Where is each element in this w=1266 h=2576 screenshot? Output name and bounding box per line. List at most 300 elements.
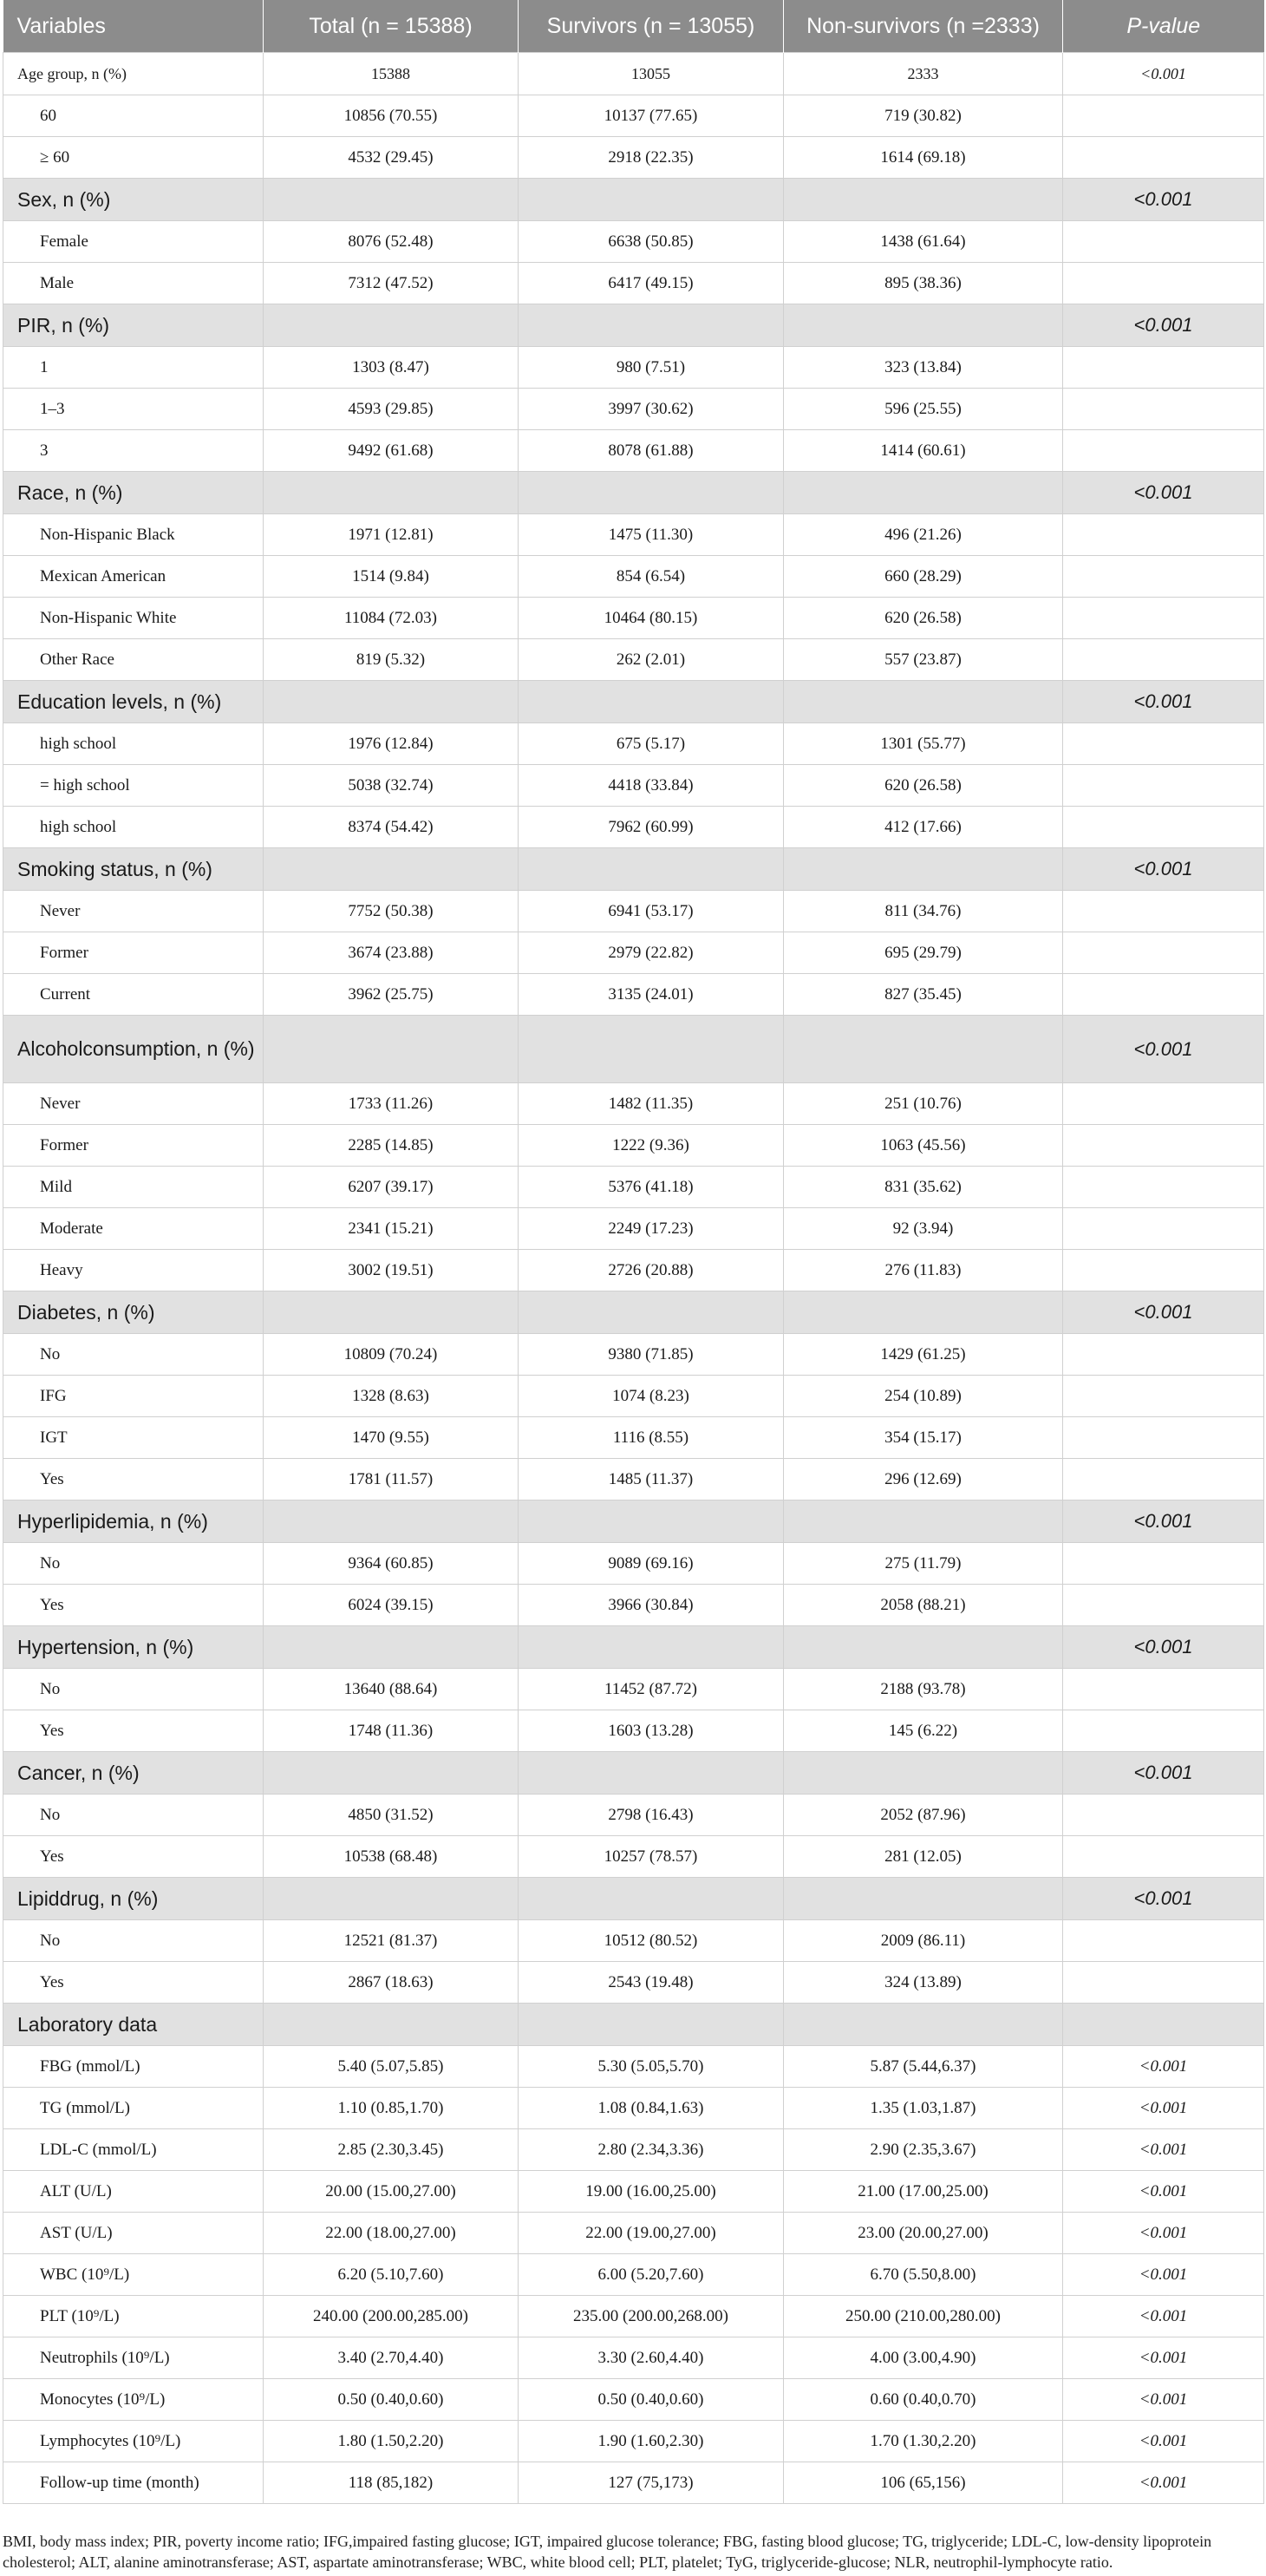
cell-non-survivors: 412 (17.66) bbox=[784, 807, 1063, 848]
cell-total bbox=[264, 2004, 519, 2046]
cell-p-value bbox=[1063, 1543, 1264, 1585]
cell-p-value bbox=[1063, 263, 1264, 304]
cell-survivors bbox=[519, 681, 784, 723]
cell-total: 8374 (54.42) bbox=[264, 807, 519, 848]
table-row bbox=[3, 932, 1264, 974]
cell-survivors bbox=[519, 1626, 784, 1669]
table-row bbox=[3, 1376, 1264, 1417]
row-label: Yes bbox=[3, 1836, 264, 1878]
table-row bbox=[3, 2213, 1264, 2254]
table-row bbox=[3, 95, 1264, 137]
cell-p-value bbox=[1063, 1376, 1264, 1417]
row-label: 60 bbox=[3, 95, 264, 137]
row-label: Yes bbox=[3, 1459, 264, 1500]
cell-non-survivors: 0.60 (0.40,0.70) bbox=[784, 2379, 1063, 2421]
cell-non-survivors: 719 (30.82) bbox=[784, 95, 1063, 137]
row-label: Alcoholconsumption, n (%) bbox=[3, 1016, 264, 1083]
cell-total: 2285 (14.85) bbox=[264, 1125, 519, 1167]
row-label: AST (U/L) bbox=[3, 2213, 264, 2254]
cell-non-survivors: 660 (28.29) bbox=[784, 556, 1063, 598]
cell-non-survivors: 254 (10.89) bbox=[784, 1376, 1063, 1417]
cell-survivors: 10512 (80.52) bbox=[519, 1920, 784, 1962]
table-row bbox=[3, 2046, 1264, 2088]
cell-survivors: 5376 (41.18) bbox=[519, 1167, 784, 1208]
cell-total: 2867 (18.63) bbox=[264, 1962, 519, 2004]
cell-p-value: <0.001 bbox=[1063, 2088, 1264, 2129]
table-row bbox=[3, 1417, 1264, 1459]
table-row bbox=[3, 1795, 1264, 1836]
row-label: Lipiddrug, n (%) bbox=[3, 1878, 264, 1920]
cell-p-value: <0.001 bbox=[1063, 2129, 1264, 2171]
row-label: ALT (U/L) bbox=[3, 2171, 264, 2213]
cell-survivors: 1.08 (0.84,1.63) bbox=[519, 2088, 784, 2129]
cell-non-survivors: 1414 (60.61) bbox=[784, 430, 1063, 472]
cell-p-value: <0.001 bbox=[1063, 1626, 1264, 1669]
cell-non-survivors bbox=[784, 179, 1063, 221]
cell-non-survivors: 620 (26.58) bbox=[784, 598, 1063, 639]
cell-total: 0.50 (0.40,0.60) bbox=[264, 2379, 519, 2421]
cell-total: 12521 (81.37) bbox=[264, 1920, 519, 1962]
cell-p-value bbox=[1063, 1083, 1264, 1125]
cell-total bbox=[264, 472, 519, 514]
table-row bbox=[3, 598, 1264, 639]
cell-non-survivors: 2188 (93.78) bbox=[784, 1669, 1063, 1710]
cell-survivors: 1074 (8.23) bbox=[519, 1376, 784, 1417]
table-row bbox=[3, 2171, 1264, 2213]
row-label: Age group, n (%) bbox=[3, 53, 264, 95]
cell-non-survivors: 296 (12.69) bbox=[784, 1459, 1063, 1500]
cell-non-survivors: 324 (13.89) bbox=[784, 1962, 1063, 2004]
cell-survivors: 675 (5.17) bbox=[519, 723, 784, 765]
cell-total: 1.10 (0.85,1.70) bbox=[264, 2088, 519, 2129]
cell-total: 118 (85,182) bbox=[264, 2462, 519, 2504]
row-label: PIR, n (%) bbox=[3, 304, 264, 347]
cell-p-value bbox=[1063, 765, 1264, 807]
cell-non-survivors: 281 (12.05) bbox=[784, 1836, 1063, 1878]
cell-survivors: 6941 (53.17) bbox=[519, 891, 784, 932]
row-label: 3 bbox=[3, 430, 264, 472]
row-label: Current bbox=[3, 974, 264, 1016]
cell-total: 4532 (29.45) bbox=[264, 137, 519, 179]
cell-total bbox=[264, 1626, 519, 1669]
table-row bbox=[3, 1543, 1264, 1585]
table-row bbox=[3, 1208, 1264, 1250]
row-label: TG (mmol/L) bbox=[3, 2088, 264, 2129]
cell-total: 819 (5.32) bbox=[264, 639, 519, 681]
cell-p-value: <0.001 bbox=[1063, 2254, 1264, 2296]
table-row bbox=[3, 1669, 1264, 1710]
cell-survivors: 1475 (11.30) bbox=[519, 514, 784, 556]
cell-non-survivors: 811 (34.76) bbox=[784, 891, 1063, 932]
cell-p-value bbox=[1063, 347, 1264, 389]
cell-p-value bbox=[1063, 1585, 1264, 1626]
cell-non-survivors: 145 (6.22) bbox=[784, 1710, 1063, 1752]
section-header-row bbox=[3, 1878, 1264, 1920]
cell-p-value bbox=[1063, 1836, 1264, 1878]
table-row bbox=[3, 347, 1264, 389]
cell-p-value bbox=[1063, 891, 1264, 932]
cell-non-survivors: 2052 (87.96) bbox=[784, 1795, 1063, 1836]
table-row bbox=[3, 2462, 1264, 2504]
cell-total bbox=[264, 304, 519, 347]
cell-survivors: 5.30 (5.05,5.70) bbox=[519, 2046, 784, 2088]
row-label: 1 bbox=[3, 347, 264, 389]
cell-p-value bbox=[1063, 1459, 1264, 1500]
cell-survivors bbox=[519, 1500, 784, 1543]
cell-p-value bbox=[1063, 1710, 1264, 1752]
cell-p-value bbox=[1063, 1417, 1264, 1459]
cell-total: 6024 (39.15) bbox=[264, 1585, 519, 1626]
cell-non-survivors: 831 (35.62) bbox=[784, 1167, 1063, 1208]
row-label: Male bbox=[3, 263, 264, 304]
row-label: Education levels, n (%) bbox=[3, 681, 264, 723]
cell-non-survivors bbox=[784, 1626, 1063, 1669]
cell-survivors: 10137 (77.65) bbox=[519, 95, 784, 137]
cell-non-survivors: 2333 bbox=[784, 53, 1063, 95]
table-row bbox=[3, 2129, 1264, 2171]
row-label: Moderate bbox=[3, 1208, 264, 1250]
cell-total: 1328 (8.63) bbox=[264, 1376, 519, 1417]
cell-survivors: 3135 (24.01) bbox=[519, 974, 784, 1016]
row-label: PLT (10⁹/L) bbox=[3, 2296, 264, 2337]
cell-survivors: 2.80 (2.34,3.36) bbox=[519, 2129, 784, 2171]
cell-total: 11084 (72.03) bbox=[264, 598, 519, 639]
section-header-row bbox=[3, 2004, 1264, 2046]
cell-non-survivors: 1063 (45.56) bbox=[784, 1125, 1063, 1167]
row-label: No bbox=[3, 1795, 264, 1836]
cell-total bbox=[264, 681, 519, 723]
cell-total: 10538 (68.48) bbox=[264, 1836, 519, 1878]
cell-non-survivors: 21.00 (17.00,25.00) bbox=[784, 2171, 1063, 2213]
row-label: Other Race bbox=[3, 639, 264, 681]
cell-total bbox=[264, 1752, 519, 1795]
cell-non-survivors: 620 (26.58) bbox=[784, 765, 1063, 807]
cell-survivors: 11452 (87.72) bbox=[519, 1669, 784, 1710]
cell-survivors: 0.50 (0.40,0.60) bbox=[519, 2379, 784, 2421]
row-label: Smoking status, n (%) bbox=[3, 848, 264, 891]
cell-survivors bbox=[519, 179, 784, 221]
cell-p-value: <0.001 bbox=[1063, 1752, 1264, 1795]
row-label: Yes bbox=[3, 1585, 264, 1626]
cell-p-value: <0.001 bbox=[1063, 472, 1264, 514]
row-label: Never bbox=[3, 891, 264, 932]
cell-survivors: 7962 (60.99) bbox=[519, 807, 784, 848]
row-label: Hyperlipidemia, n (%) bbox=[3, 1500, 264, 1543]
table-row bbox=[3, 891, 1264, 932]
cell-survivors: 10464 (80.15) bbox=[519, 598, 784, 639]
cell-survivors: 127 (75,173) bbox=[519, 2462, 784, 2504]
table-row bbox=[3, 1167, 1264, 1208]
cell-p-value bbox=[1063, 2004, 1264, 2046]
cell-p-value bbox=[1063, 1962, 1264, 2004]
cell-survivors: 2543 (19.48) bbox=[519, 1962, 784, 2004]
cell-total: 3.40 (2.70,4.40) bbox=[264, 2337, 519, 2379]
cell-total: 6.20 (5.10,7.60) bbox=[264, 2254, 519, 2296]
cell-total: 22.00 (18.00,27.00) bbox=[264, 2213, 519, 2254]
cell-p-value: <0.001 bbox=[1063, 2046, 1264, 2088]
cell-survivors: 3.30 (2.60,4.40) bbox=[519, 2337, 784, 2379]
cell-survivors: 1482 (11.35) bbox=[519, 1083, 784, 1125]
cell-p-value bbox=[1063, 932, 1264, 974]
cell-p-value bbox=[1063, 1334, 1264, 1376]
cell-non-survivors: 496 (21.26) bbox=[784, 514, 1063, 556]
cell-survivors: 3997 (30.62) bbox=[519, 389, 784, 430]
cell-total: 7752 (50.38) bbox=[264, 891, 519, 932]
row-label: FBG (mmol/L) bbox=[3, 2046, 264, 2088]
row-label: Sex, n (%) bbox=[3, 179, 264, 221]
cell-survivors: 2798 (16.43) bbox=[519, 1795, 784, 1836]
section-header-row bbox=[3, 681, 1264, 723]
table-body bbox=[3, 53, 1264, 2504]
cell-survivors bbox=[519, 1291, 784, 1334]
cell-non-survivors: 354 (15.17) bbox=[784, 1417, 1063, 1459]
cell-p-value bbox=[1063, 1125, 1264, 1167]
table-row bbox=[3, 2379, 1264, 2421]
table-row bbox=[3, 2254, 1264, 2296]
table-row bbox=[3, 974, 1264, 1016]
section-header-row bbox=[3, 848, 1264, 891]
table-row bbox=[3, 2088, 1264, 2129]
cell-p-value: <0.001 bbox=[1063, 53, 1264, 95]
cell-p-value: <0.001 bbox=[1063, 681, 1264, 723]
row-label: Former bbox=[3, 932, 264, 974]
cell-survivors bbox=[519, 304, 784, 347]
section-header-row bbox=[3, 472, 1264, 514]
cell-total: 3962 (25.75) bbox=[264, 974, 519, 1016]
cell-survivors bbox=[519, 1752, 784, 1795]
cell-total bbox=[264, 1500, 519, 1543]
cell-survivors: 6417 (49.15) bbox=[519, 263, 784, 304]
row-label: Female bbox=[3, 221, 264, 263]
row-label: WBC (10⁹/L) bbox=[3, 2254, 264, 2296]
table-row bbox=[3, 1250, 1264, 1291]
row-label: Cancer, n (%) bbox=[3, 1752, 264, 1795]
cell-total: 10856 (70.55) bbox=[264, 95, 519, 137]
cell-total: 1781 (11.57) bbox=[264, 1459, 519, 1500]
header-variables: Variables bbox=[3, 0, 264, 53]
cell-total: 4593 (29.85) bbox=[264, 389, 519, 430]
row-label: Yes bbox=[3, 1710, 264, 1752]
table-row bbox=[3, 765, 1264, 807]
row-label: Neutrophils (10⁹/L) bbox=[3, 2337, 264, 2379]
cell-p-value: <0.001 bbox=[1063, 1016, 1264, 1083]
table-footnote: BMI, body mass index; PIR, poverty income ratio; IFG,impaired fasting glucose; IGT, impaired glucose tolerance; FBG, fasting blood glucose; TG, triglyceride; LDL-C, low-density lipoprotein cholesterol; ALT, alanine aminotransferase; AST, aspartate aminotransferase; WBC, white blood cell; PLT, platelet; TyG, triglyceride-glucose; NLR, neutrophil-lymphocyte ratio. bbox=[3, 2533, 1212, 2571]
cell-non-survivors: 4.00 (3.00,4.90) bbox=[784, 2337, 1063, 2379]
cell-p-value: <0.001 bbox=[1063, 2171, 1264, 2213]
cell-survivors: 4418 (33.84) bbox=[519, 765, 784, 807]
table-row bbox=[3, 1920, 1264, 1962]
cell-non-survivors: 1.35 (1.03,1.87) bbox=[784, 2088, 1063, 2129]
cell-p-value: <0.001 bbox=[1063, 2296, 1264, 2337]
cell-p-value: <0.001 bbox=[1063, 179, 1264, 221]
cell-total: 1514 (9.84) bbox=[264, 556, 519, 598]
row-label: Lymphocytes (10⁹/L) bbox=[3, 2421, 264, 2462]
cell-survivors: 1603 (13.28) bbox=[519, 1710, 784, 1752]
row-label: No bbox=[3, 1543, 264, 1585]
cell-survivors: 22.00 (19.00,27.00) bbox=[519, 2213, 784, 2254]
table-row bbox=[3, 389, 1264, 430]
cell-total: 10809 (70.24) bbox=[264, 1334, 519, 1376]
table-row bbox=[3, 430, 1264, 472]
cell-non-survivors: 250.00 (210.00,280.00) bbox=[784, 2296, 1063, 2337]
cell-survivors: 2249 (17.23) bbox=[519, 1208, 784, 1250]
cell-survivors: 13055 bbox=[519, 53, 784, 95]
cell-total bbox=[264, 1016, 519, 1083]
cell-total bbox=[264, 848, 519, 891]
cell-non-survivors bbox=[784, 1291, 1063, 1334]
cell-survivors: 19.00 (16.00,25.00) bbox=[519, 2171, 784, 2213]
cell-survivors: 1.90 (1.60,2.30) bbox=[519, 2421, 784, 2462]
cell-survivors bbox=[519, 472, 784, 514]
cell-survivors: 9089 (69.16) bbox=[519, 1543, 784, 1585]
cell-p-value bbox=[1063, 430, 1264, 472]
cell-survivors: 2979 (22.82) bbox=[519, 932, 784, 974]
cell-non-survivors bbox=[784, 1878, 1063, 1920]
cell-total: 3002 (19.51) bbox=[264, 1250, 519, 1291]
cell-total: 6207 (39.17) bbox=[264, 1167, 519, 1208]
row-label: No bbox=[3, 1669, 264, 1710]
row-label: = high school bbox=[3, 765, 264, 807]
cell-non-survivors bbox=[784, 1500, 1063, 1543]
cell-total bbox=[264, 179, 519, 221]
cell-total: 8076 (52.48) bbox=[264, 221, 519, 263]
cell-non-survivors: 6.70 (5.50,8.00) bbox=[784, 2254, 1063, 2296]
table-row bbox=[3, 1083, 1264, 1125]
section-header-row bbox=[3, 1500, 1264, 1543]
cell-non-survivors bbox=[784, 848, 1063, 891]
cell-non-survivors: 5.87 (5.44,6.37) bbox=[784, 2046, 1063, 2088]
cell-non-survivors: 557 (23.87) bbox=[784, 639, 1063, 681]
cell-non-survivors: 2009 (86.11) bbox=[784, 1920, 1063, 1962]
row-label: LDL-C (mmol/L) bbox=[3, 2129, 264, 2171]
cell-total: 9492 (61.68) bbox=[264, 430, 519, 472]
cell-survivors: 1485 (11.37) bbox=[519, 1459, 784, 1500]
cell-non-survivors: 1.70 (1.30,2.20) bbox=[784, 2421, 1063, 2462]
table-row bbox=[3, 1710, 1264, 1752]
cell-total: 1976 (12.84) bbox=[264, 723, 519, 765]
table-row bbox=[3, 53, 1264, 95]
table-row bbox=[3, 723, 1264, 765]
cell-p-value bbox=[1063, 639, 1264, 681]
cell-non-survivors: 827 (35.45) bbox=[784, 974, 1063, 1016]
row-label: Yes bbox=[3, 1962, 264, 2004]
cell-survivors: 235.00 (200.00,268.00) bbox=[519, 2296, 784, 2337]
cell-non-survivors bbox=[784, 681, 1063, 723]
cell-total: 5038 (32.74) bbox=[264, 765, 519, 807]
cell-total: 2341 (15.21) bbox=[264, 1208, 519, 1250]
cell-p-value bbox=[1063, 974, 1264, 1016]
table-row bbox=[3, 221, 1264, 263]
cell-p-value bbox=[1063, 1669, 1264, 1710]
header-p-value: P-value bbox=[1063, 0, 1264, 53]
cell-non-survivors: 695 (29.79) bbox=[784, 932, 1063, 974]
cell-non-survivors: 2.90 (2.35,3.67) bbox=[784, 2129, 1063, 2171]
table-row bbox=[3, 1125, 1264, 1167]
cell-survivors bbox=[519, 2004, 784, 2046]
cell-p-value bbox=[1063, 598, 1264, 639]
cell-total: 5.40 (5.07,5.85) bbox=[264, 2046, 519, 2088]
row-label: Follow-up time (month) bbox=[3, 2462, 264, 2504]
cell-total: 13640 (88.64) bbox=[264, 1669, 519, 1710]
row-label: Heavy bbox=[3, 1250, 264, 1291]
cell-survivors: 6638 (50.85) bbox=[519, 221, 784, 263]
cell-survivors: 854 (6.54) bbox=[519, 556, 784, 598]
row-label: Non-Hispanic Black bbox=[3, 514, 264, 556]
table-row bbox=[3, 807, 1264, 848]
table-row bbox=[3, 1836, 1264, 1878]
header-total: Total (n = 15388) bbox=[264, 0, 519, 53]
row-label: No bbox=[3, 1334, 264, 1376]
row-label: Mild bbox=[3, 1167, 264, 1208]
cell-non-survivors: 106 (65,156) bbox=[784, 2462, 1063, 2504]
cell-survivors bbox=[519, 1878, 784, 1920]
cell-p-value bbox=[1063, 807, 1264, 848]
cell-non-survivors bbox=[784, 1752, 1063, 1795]
row-label: Mexican American bbox=[3, 556, 264, 598]
cell-non-survivors: 276 (11.83) bbox=[784, 1250, 1063, 1291]
cell-p-value bbox=[1063, 221, 1264, 263]
row-label: ≥ 60 bbox=[3, 137, 264, 179]
cell-non-survivors bbox=[784, 304, 1063, 347]
cell-total: 240.00 (200.00,285.00) bbox=[264, 2296, 519, 2337]
row-label: Laboratory data bbox=[3, 2004, 264, 2046]
cell-p-value: <0.001 bbox=[1063, 2462, 1264, 2504]
cell-total: 15388 bbox=[264, 53, 519, 95]
row-label: Hypertension, n (%) bbox=[3, 1626, 264, 1669]
table-row bbox=[3, 2337, 1264, 2379]
row-label: Former bbox=[3, 1125, 264, 1167]
cell-survivors: 1116 (8.55) bbox=[519, 1417, 784, 1459]
cell-p-value: <0.001 bbox=[1063, 848, 1264, 891]
cell-total: 1303 (8.47) bbox=[264, 347, 519, 389]
row-label: IFG bbox=[3, 1376, 264, 1417]
baseline-characteristics-table bbox=[3, 0, 1264, 2504]
table-header-row bbox=[3, 0, 1264, 53]
cell-non-survivors: 2058 (88.21) bbox=[784, 1585, 1063, 1626]
cell-total bbox=[264, 1878, 519, 1920]
cell-non-survivors: 251 (10.76) bbox=[784, 1083, 1063, 1125]
cell-total: 2.85 (2.30,3.45) bbox=[264, 2129, 519, 2171]
cell-survivors: 980 (7.51) bbox=[519, 347, 784, 389]
cell-p-value: <0.001 bbox=[1063, 2337, 1264, 2379]
cell-p-value: <0.001 bbox=[1063, 2421, 1264, 2462]
cell-non-survivors: 1614 (69.18) bbox=[784, 137, 1063, 179]
cell-non-survivors: 1429 (61.25) bbox=[784, 1334, 1063, 1376]
cell-total: 7312 (47.52) bbox=[264, 263, 519, 304]
cell-survivors: 1222 (9.36) bbox=[519, 1125, 784, 1167]
row-label: 1–3 bbox=[3, 389, 264, 430]
cell-non-survivors: 596 (25.55) bbox=[784, 389, 1063, 430]
cell-total: 1733 (11.26) bbox=[264, 1083, 519, 1125]
section-header-row bbox=[3, 1291, 1264, 1334]
cell-p-value: <0.001 bbox=[1063, 2379, 1264, 2421]
cell-non-survivors: 323 (13.84) bbox=[784, 347, 1063, 389]
cell-non-survivors bbox=[784, 2004, 1063, 2046]
cell-p-value: <0.001 bbox=[1063, 2213, 1264, 2254]
cell-p-value: <0.001 bbox=[1063, 1291, 1264, 1334]
section-header-row bbox=[3, 1626, 1264, 1669]
cell-p-value bbox=[1063, 556, 1264, 598]
section-header-row bbox=[3, 179, 1264, 221]
cell-total: 20.00 (15.00,27.00) bbox=[264, 2171, 519, 2213]
cell-survivors: 8078 (61.88) bbox=[519, 430, 784, 472]
row-label: Never bbox=[3, 1083, 264, 1125]
cell-survivors: 2918 (22.35) bbox=[519, 137, 784, 179]
table-row bbox=[3, 263, 1264, 304]
row-label: IGT bbox=[3, 1417, 264, 1459]
table-row bbox=[3, 514, 1264, 556]
section-header-row bbox=[3, 1752, 1264, 1795]
